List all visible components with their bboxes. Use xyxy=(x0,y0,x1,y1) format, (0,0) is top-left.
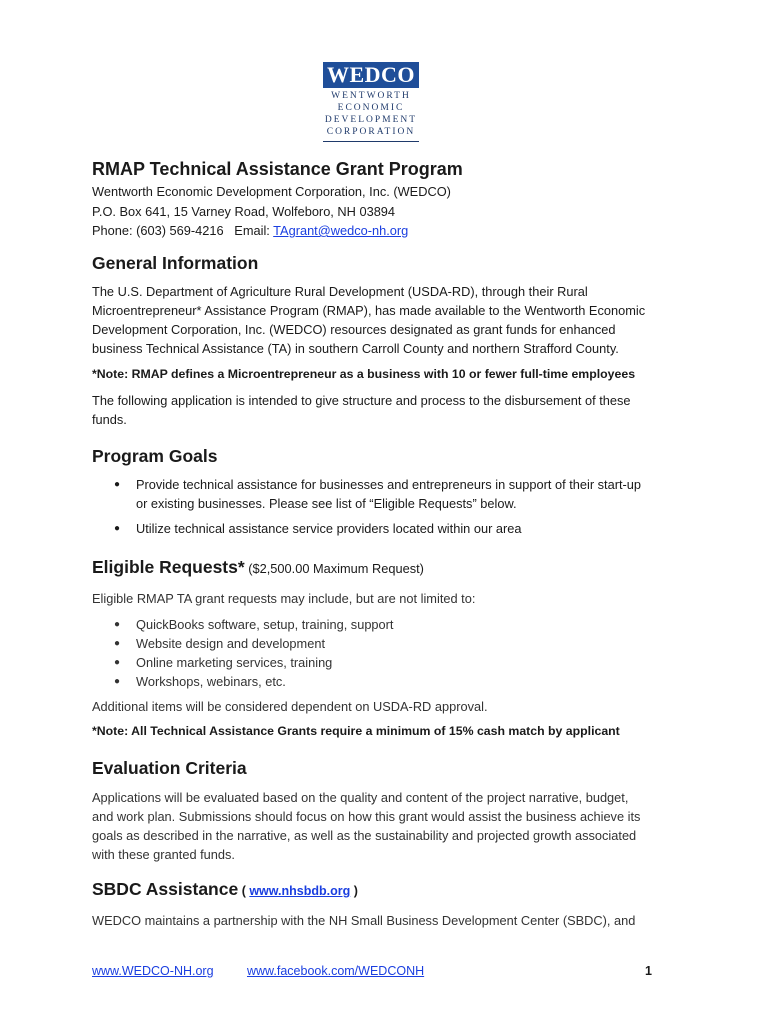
phone-text: Phone: (603) 569-4216 Email: xyxy=(92,223,274,238)
goal-item xyxy=(108,475,641,513)
org-name: Wentworth Economic Development Corporation, Inc. (WEDCO) xyxy=(92,184,451,199)
goals-list xyxy=(92,475,641,538)
evaluation-section xyxy=(92,757,640,864)
general-para-line: Development Corporation, Inc. (WEDCO) resources designated as grant funds for enhanced xyxy=(92,322,616,337)
evaluation-line: Applications will be evaluated based on the quality and content of the project narrative, budget, xyxy=(92,790,629,805)
general-para2-line: funds. xyxy=(92,412,127,427)
eligible-item: ● Workshops, webinars, etc. xyxy=(108,672,620,691)
eligible-star: * xyxy=(237,557,245,577)
general-para2-line: The following application is intended to give structure and process to the disbursement of these xyxy=(92,393,631,408)
sbdc-heading-text: SBDC Assistance xyxy=(92,879,239,899)
goal-item-line: Provide technical assistance for businesses and entrepreneurs in support of their start-up xyxy=(136,477,642,492)
evaluation-line: with these granted funds. xyxy=(92,847,235,862)
org-address: P.O. Box 641, 15 Varney Road, Wolfeboro, NH 03894 xyxy=(92,203,396,219)
logo-line-3: DEVELOPMENT xyxy=(324,115,418,125)
org-contact xyxy=(92,221,463,241)
eligible-item: ● Online marketing services, training xyxy=(108,653,620,672)
sbdc-link[interactable]: www.nhsbdb.org xyxy=(249,884,351,898)
sbdc-heading xyxy=(92,878,635,902)
logo-line-1: WENTWORTH xyxy=(331,91,411,101)
goal-item: ● Utilize technical assistance service providers located within our area xyxy=(108,519,641,538)
eligible-intro: Eligible RMAP TA grant requests may include, but are not limited to: xyxy=(92,591,476,606)
eligible-item: ● Website design and development xyxy=(108,634,620,653)
general-para-line: The U.S. Department of Agriculture Rural Development (USDA-RD), through their Rural xyxy=(92,284,588,299)
general-para-line: Microentrepreneur* Assistance Program (RMAP), has made available to the Wentworth Economic xyxy=(92,303,646,318)
eligible-heading xyxy=(92,556,620,580)
footer-facebook-link[interactable]: www.facebook.com/WEDCONH xyxy=(247,964,425,978)
sbdc-text: WEDCO maintains a partnership with the NH Small Business Development Center (SBDC), and xyxy=(92,913,636,928)
general-para-line: business Technical Assistance (TA) in southern Carroll County and northern Strafford County. xyxy=(92,341,619,356)
wedco-logo xyxy=(323,62,419,142)
sbdc-open: ( xyxy=(238,884,250,898)
eligible-item: ● QuickBooks software, setup, training, support xyxy=(108,615,620,634)
sbdc-close: ) xyxy=(350,884,358,898)
logo-underline xyxy=(323,141,419,142)
header-section xyxy=(92,158,463,241)
page-title: RMAP Technical Assistance Grant Program xyxy=(92,159,463,179)
evaluation-line: and work plan. Submissions should focus on how this grant would assist the business achieve its xyxy=(92,809,641,824)
logo-line-4: CORPORATION xyxy=(326,127,416,137)
email-link[interactable]: TAgrant@wedco-nh.org xyxy=(273,223,409,238)
page-footer xyxy=(92,962,652,980)
goals-section xyxy=(92,445,641,538)
evaluation-heading: Evaluation Criteria xyxy=(92,758,247,778)
eligible-heading-text: Eligible Requests xyxy=(92,557,238,577)
general-section xyxy=(92,252,645,429)
eligible-max: ($2,500.00 Maximum Request) xyxy=(244,561,424,576)
goals-heading: Program Goals xyxy=(92,446,218,466)
eligible-list xyxy=(92,615,620,691)
eligible-section xyxy=(92,556,620,741)
page-number: 1 xyxy=(645,964,652,978)
cash-match-note: *Note: All Technical Assistance Grants require a minimum of 15% cash match by applicant xyxy=(92,724,620,738)
goal-item-line: or existing businesses. Please see list of “Eligible Requests” below. xyxy=(136,496,517,511)
evaluation-line: goals as described in the narrative, as well as the sustainability and projected growth associated xyxy=(92,828,637,843)
general-heading: General Information xyxy=(92,253,259,273)
logo-abbr: WEDCO xyxy=(323,62,419,88)
footer-website-link[interactable]: www.WEDCO-NH.org xyxy=(92,964,214,978)
sbdc-section xyxy=(92,878,635,930)
eligible-additional: Additional items will be considered dependent on USDA-RD approval. xyxy=(92,699,488,714)
logo-line-2: ECONOMIC xyxy=(337,103,405,113)
rmap-note: *Note: RMAP defines a Microentrepreneur as a business with 10 or fewer full-time employees xyxy=(92,367,636,381)
